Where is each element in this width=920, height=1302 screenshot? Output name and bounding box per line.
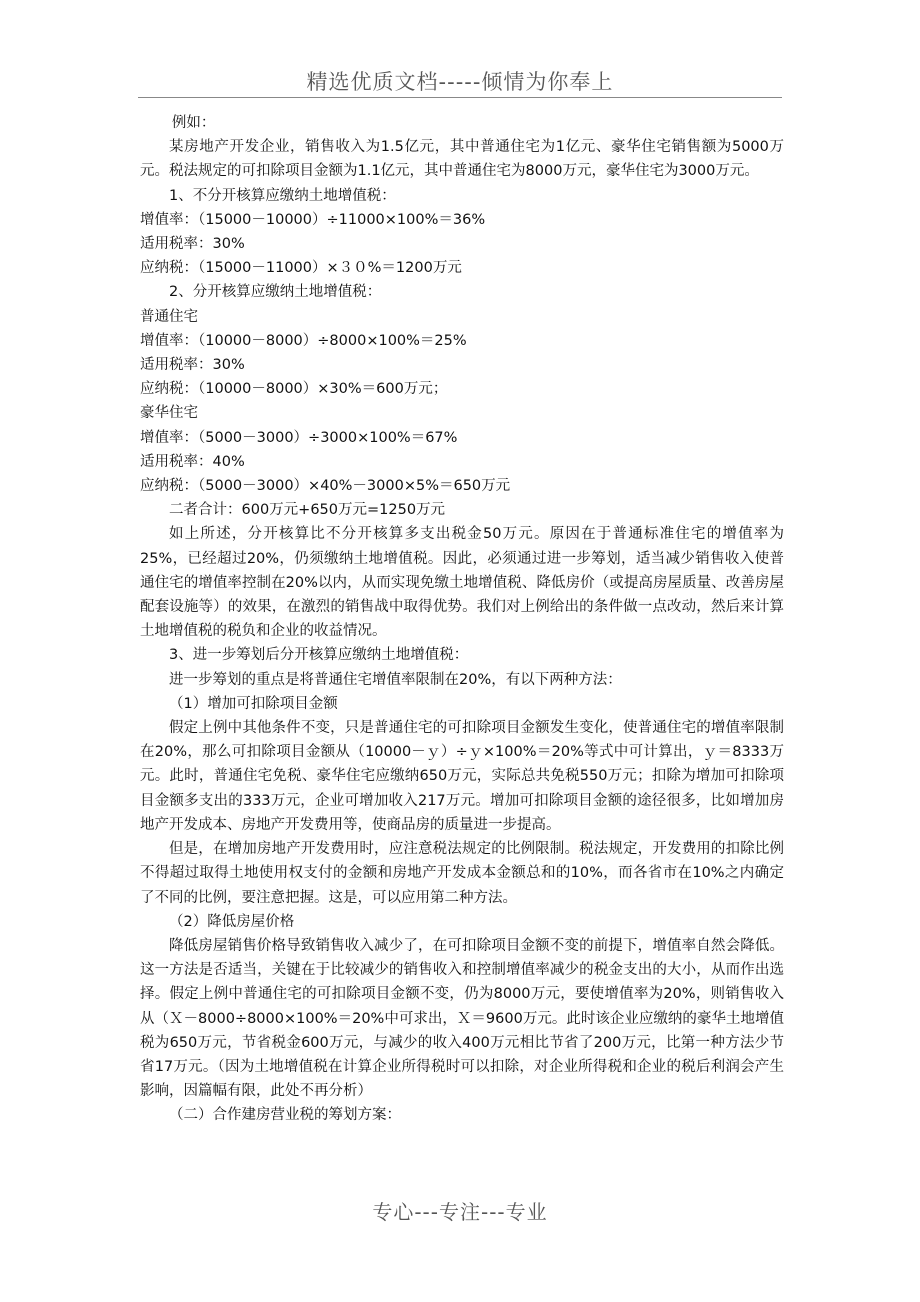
heading-combined-accounting: 1、不分开核算应缴纳土地增值税：: [169, 187, 396, 204]
header-divider: [138, 97, 782, 98]
paragraph-expense-limit: 但是，在增加房地产开发费用时，应注意税法规定的比例限制。税法规定，开发费用的扣除比例不得超过取得土地使用权支付的金额和房地产开发成本金额总和的10%，而各省市在10%之内确定了不同的比例，要注意把握。这是，可以应用第二种方法。: [140, 841, 784, 906]
line-appreciation-rate-luxury: 增值率：（5000－3000）÷3000×100%＝67%: [140, 429, 458, 446]
heading-cooperative-building: （二）合作建房营业税的筹划方案：: [169, 1107, 401, 1124]
heading-further-planning: 3、进一步筹划后分开核算应缴纳土地增值税：: [169, 647, 469, 664]
paragraph-example-intro: 例如：: [171, 115, 216, 131]
paragraph-scenario: 某房地产开发企业，销售收入为1.5亿元，其中普通住宅为1亿元、豪华住宅销售额为5000万元。税法规定的可扣除项目金额为1.1亿元，其中普通住宅为8000万元，豪华住宅为3000万元。: [140, 139, 784, 180]
paragraph-method-1: 假定上例中其他条件不变，只是普通住宅的可扣除项目金额发生变化，使普通住宅的增值率限制在20%，那么可扣除项目金额从（10000－ｙ）÷ｙ×100%＝20%等式中可计算出，ｙ＝8333万元。此时，普通住宅免税、豪华住宅应缴纳650万元，实际总共免税550万元；扣除为增加可扣除项目金额多支出的333万元，企业可增加收入217万元。增加可扣除项目金额的途径很多，比如增加房地产开发成本、房地产开发费用等，使商品房的质量进一步提高。: [140, 720, 784, 833]
line-appreciation-rate-combined: 增值率：（15000－10000）÷11000×100%＝36%: [140, 211, 486, 228]
line-tax-payable-ordinary: 应纳税：（10000－8000）×30%＝600万元；: [140, 381, 448, 398]
page-header-title: 精选优质文档-----倾情为你奉上: [306, 70, 614, 94]
heading-method-2: （2）降低房屋价格: [169, 913, 295, 930]
line-tax-rate-luxury: 适用税率：40%: [140, 453, 245, 470]
heading-separate-accounting: 2、分开核算应缴纳土地增值税：: [169, 284, 382, 301]
label-luxury-housing: 豪华住宅: [140, 405, 198, 422]
label-ordinary-housing: 普通住宅: [140, 308, 198, 325]
line-tax-payable-combined: 应纳税：（15000－11000）×３０%＝1200万元: [140, 260, 462, 277]
line-appreciation-rate-ordinary: 增值率：（10000－8000）÷8000×100%＝25%: [140, 332, 467, 349]
heading-method-1: （1）增加可扣除项目金额: [169, 695, 338, 712]
line-tax-rate-combined: 适用税率：30%: [140, 236, 245, 253]
document-body: [140, 111, 784, 1128]
line-total: 二者合计：600万元+650万元=1250万元: [169, 502, 446, 519]
paragraph-method-2: 降低房屋销售价格导致销售收入减少了，在可扣除项目金额不变的前提下，增值率自然会降低。这一方法是否适当，关键在于比较减少的销售收入和控制增值率减少的税金支出的大小，从而作出选择。假定上例中普通住宅的可扣除项目金额不变，仍为8000万元，要使增值率为20%，则销售收入从（Ｘ－8000÷8000×100%＝20%中可求出，Ｘ＝9600万元。此时该企业应缴纳的豪华土地增值税为650万元，节省税金600万元，与减少的收入400万元相比节省了200万元，比第一种方法少节省17万元。（因为土地增值税在计算企业所得税时可以扣除，对企业所得税和企业的税后利润会产生影响，因篇幅有限，此处不再分析）: [140, 937, 784, 1100]
line-tax-rate-ordinary: 适用税率：30%: [140, 357, 245, 374]
paragraph-analysis: 如上所述，分开核算比不分开核算多支出税金50万元。原因在于普通标准住宅的增值率为25%，已经超过20%，仍须缴纳土地增值税。因此，必须通过进一步筹划，适当减少销售收入使普通住宅的增值率控制在20%以内，从而实现免缴土地增值税、降低房价（或提高房屋质量、改善房屋配套设施等）的效果，在激烈的销售战中取得优势。我们对上例给出的条件做一点改动，然后来计算土地增值税的税负和企业的收益情况。: [140, 526, 784, 640]
line-tax-payable-luxury: 应纳税：（5000－3000）×40%－3000×5%＝650万元: [140, 478, 511, 495]
page-footer-text: 专心---专注---专业: [372, 1200, 548, 1224]
paragraph-planning-focus: 进一步筹划的重点是将普通住宅增值率限制在20%，有以下两种方法：: [169, 671, 622, 688]
